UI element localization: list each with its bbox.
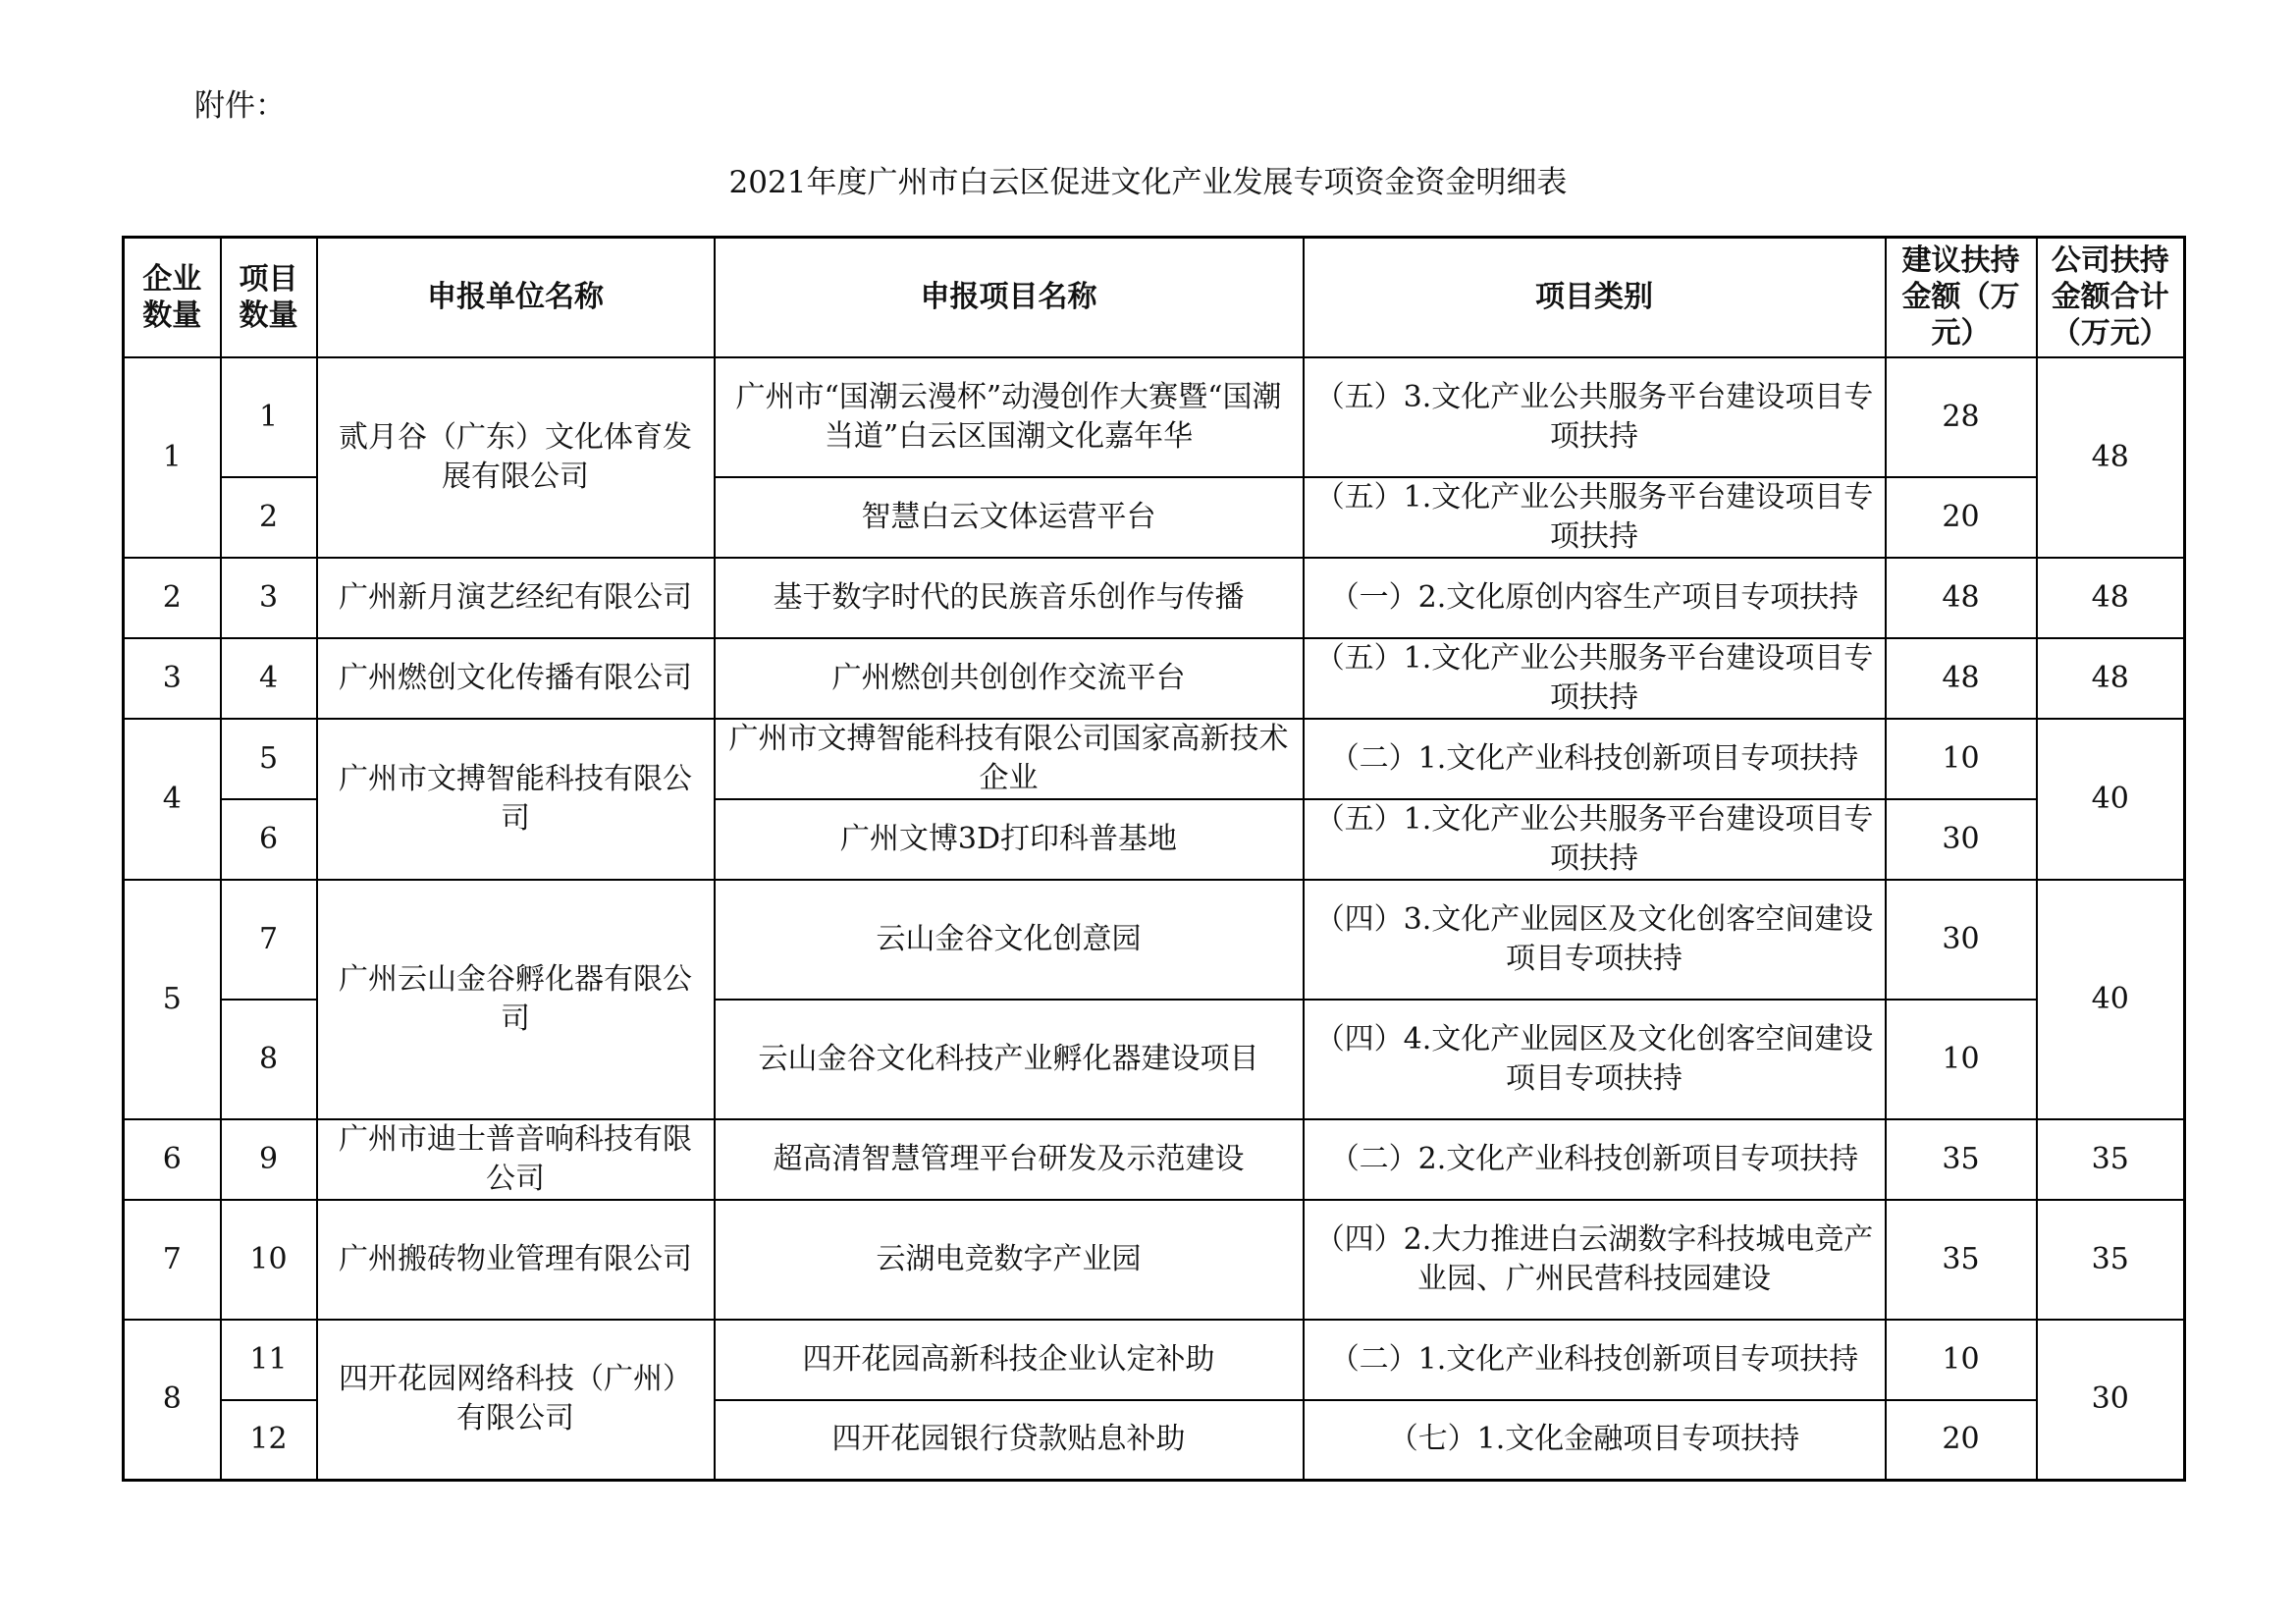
header-suggested-amount: 建议扶持金额（万元） [1886, 238, 2037, 357]
suggested-amount: 35 [1886, 1119, 2037, 1200]
project-no: 7 [221, 880, 317, 1000]
table-row [124, 357, 2185, 477]
project-no: 12 [221, 1400, 317, 1481]
unit-name: 广州市文搏智能科技有限公司 [317, 719, 715, 880]
project-category: （四）3.文化产业园区及文化创客空间建设项目专项扶持 [1304, 880, 1886, 1000]
project-category: （四）4.文化产业园区及文化创客空间建设项目专项扶持 [1304, 1000, 1886, 1119]
project-no: 9 [221, 1119, 317, 1200]
unit-name: 贰月谷（广东）文化体育发展有限公司 [317, 357, 715, 558]
project-no: 8 [221, 1000, 317, 1119]
enterprise-no: 3 [124, 638, 221, 719]
unit-name: 广州搬砖物业管理有限公司 [317, 1200, 715, 1320]
project-name: 超高清智慧管理平台研发及示范建设 [715, 1119, 1304, 1200]
enterprise-no: 4 [124, 719, 221, 880]
project-name: 四开花园银行贷款贴息补助 [715, 1400, 1304, 1481]
table-header-row [124, 238, 2185, 357]
suggested-amount: 20 [1886, 1400, 2037, 1481]
suggested-amount: 35 [1886, 1200, 2037, 1320]
enterprise-no: 5 [124, 880, 221, 1119]
table-row [124, 1200, 2185, 1320]
company-total: 40 [2037, 880, 2185, 1119]
project-name: 基于数字时代的民族音乐创作与传播 [715, 558, 1304, 638]
project-category: （五）1.文化产业公共服务平台建设项目专项扶持 [1304, 799, 1886, 880]
enterprise-no: 6 [124, 1119, 221, 1200]
document-title: 2021年度广州市白云区促进文化产业发展专项资金资金明细表 [728, 165, 1568, 200]
unit-name: 广州新月演艺经纪有限公司 [317, 558, 715, 638]
project-no: 2 [221, 477, 317, 558]
unit-name: 广州市迪士普音响科技有限公司 [317, 1119, 715, 1200]
project-name: 四开花园高新科技企业认定补助 [715, 1320, 1304, 1400]
project-category: （五）3.文化产业公共服务平台建设项目专项扶持 [1304, 357, 1886, 477]
enterprise-no: 1 [124, 357, 221, 558]
project-name: 广州燃创共创创作交流平台 [715, 638, 1304, 719]
enterprise-no: 2 [124, 558, 221, 638]
project-no: 10 [221, 1200, 317, 1320]
header-company-total: 公司扶持金额合计（万元） [2037, 238, 2185, 357]
project-category: （二）1.文化产业科技创新项目专项扶持 [1304, 719, 1886, 799]
suggested-amount: 20 [1886, 477, 2037, 558]
project-category: （二）1.文化产业科技创新项目专项扶持 [1304, 1320, 1886, 1400]
project-name: 云山金谷文化科技产业孵化器建设项目 [715, 1000, 1304, 1119]
project-category: （五）1.文化产业公共服务平台建设项目专项扶持 [1304, 477, 1886, 558]
suggested-amount: 28 [1886, 357, 2037, 477]
project-name: 广州市文搏智能科技有限公司国家高新技术企业 [715, 719, 1304, 799]
company-total: 40 [2037, 719, 2185, 880]
project-name: 智慧白云文体运营平台 [715, 477, 1304, 558]
project-no: 5 [221, 719, 317, 799]
project-name: 云湖电竞数字产业园 [715, 1200, 1304, 1320]
company-total: 48 [2037, 558, 2185, 638]
suggested-amount: 30 [1886, 880, 2037, 1000]
unit-name: 广州燃创文化传播有限公司 [317, 638, 715, 719]
header-unit-name: 申报单位名称 [317, 238, 715, 357]
project-category: （四）2.大力推进白云湖数字科技城电竞产业园、广州民营科技园建设 [1304, 1200, 1886, 1320]
suggested-amount: 48 [1886, 638, 2037, 719]
enterprise-no: 7 [124, 1200, 221, 1320]
project-no: 4 [221, 638, 317, 719]
suggested-amount: 10 [1886, 719, 2037, 799]
table-row [124, 719, 2185, 799]
table-row [124, 1320, 2185, 1400]
project-no: 11 [221, 1320, 317, 1400]
project-category: （一）2.文化原创内容生产项目专项扶持 [1304, 558, 1886, 638]
enterprise-no: 8 [124, 1320, 221, 1481]
project-category: （五）1.文化产业公共服务平台建设项目专项扶持 [1304, 638, 1886, 719]
company-total: 30 [2037, 1320, 2185, 1481]
header-category: 项目类别 [1304, 238, 1886, 357]
company-total: 35 [2037, 1200, 2185, 1320]
unit-name: 广州云山金谷孵化器有限公司 [317, 880, 715, 1119]
header-enterprise-count: 企业数量 [124, 238, 221, 357]
project-name: 广州市“国潮云漫杯”动漫创作大赛暨“国潮当道”白云区国潮文化嘉年华 [715, 357, 1304, 477]
project-no: 6 [221, 799, 317, 880]
funding-detail-table [122, 236, 2186, 1482]
unit-name: 四开花园网络科技（广州）有限公司 [317, 1320, 715, 1481]
suggested-amount: 10 [1886, 1000, 2037, 1119]
project-category: （七）1.文化金融项目专项扶持 [1304, 1400, 1886, 1481]
project-name: 广州文博3D打印科普基地 [715, 799, 1304, 880]
project-name: 云山金谷文化创意园 [715, 880, 1304, 1000]
header-project-count: 项目数量 [221, 238, 317, 357]
company-total: 48 [2037, 638, 2185, 719]
table-row [124, 558, 2185, 638]
company-total: 35 [2037, 1119, 2185, 1200]
suggested-amount: 48 [1886, 558, 2037, 638]
project-no: 1 [221, 357, 317, 477]
suggested-amount: 10 [1886, 1320, 2037, 1400]
attachment-label: 附件： [194, 88, 286, 124]
header-project-name: 申报项目名称 [715, 238, 1304, 357]
project-no: 3 [221, 558, 317, 638]
table-row [124, 638, 2185, 719]
table-row [124, 880, 2185, 1000]
project-category: （二）2.文化产业科技创新项目专项扶持 [1304, 1119, 1886, 1200]
table-row [124, 1119, 2185, 1200]
suggested-amount: 30 [1886, 799, 2037, 880]
company-total: 48 [2037, 357, 2185, 558]
